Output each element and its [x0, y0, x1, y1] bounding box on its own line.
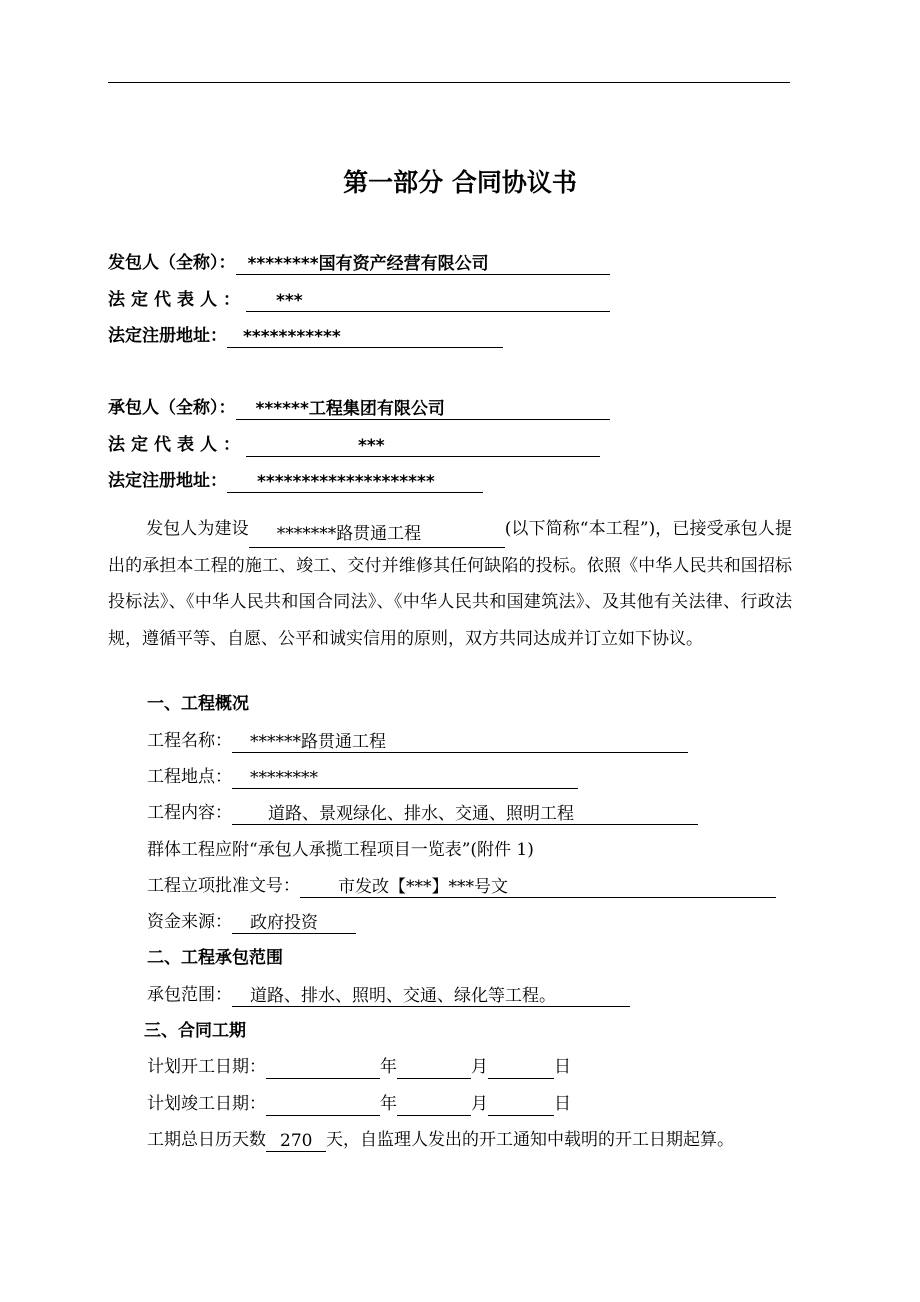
finish-month-unit: 月 [471, 1094, 488, 1114]
employer-addr-field[interactable]: *********** [227, 326, 503, 348]
approval-number-field[interactable]: 市发改【***】***号文 [300, 876, 776, 898]
employer-rep-label: 法定代表人： [108, 290, 246, 310]
finish-month-field[interactable] [397, 1094, 471, 1116]
finish-day-unit: 日 [554, 1094, 571, 1114]
intro-prefix: 发包人为建设 [146, 519, 249, 539]
section3-heading: 三、合同工期 [144, 1021, 246, 1041]
duration-row [147, 1128, 734, 1152]
approval-number-label: 工程立项批准文号： [147, 876, 300, 896]
contractor-name-row [108, 396, 610, 420]
project-content-row [147, 801, 698, 825]
section2-heading: 二、工程承包范围 [147, 948, 283, 968]
employer-addr-label: 法定注册地址： [108, 326, 227, 346]
finish-year-unit: 年 [380, 1094, 397, 1114]
project-location-row [147, 765, 578, 789]
group-project-note: 群体工程应附“承包人承揽工程项目一览表”(附件 1) [147, 840, 534, 860]
approval-number-row [147, 874, 776, 898]
project-content-label: 工程内容： [147, 803, 232, 823]
fund-source-field[interactable]: 政府投资 [232, 912, 356, 934]
finish-year-field[interactable] [266, 1094, 380, 1116]
contractor-name-label: 承包人（全称）： [108, 398, 236, 418]
fund-source-row [147, 910, 356, 934]
employer-name-label: 发包人（全称）： [108, 253, 236, 273]
project-name-field[interactable]: ******路贯通工程 [232, 731, 688, 753]
finish-date-label: 计划竣工日期： [147, 1094, 266, 1114]
employer-addr-row [108, 324, 503, 348]
start-date-row [147, 1055, 571, 1079]
fund-source-label: 资金来源： [147, 912, 232, 932]
contractor-addr-label: 法定注册地址： [108, 471, 227, 491]
scope-field[interactable]: 道路、排水、照明、交通、绿化等工程。 [232, 985, 630, 1007]
employer-name-field[interactable]: ********国有资产经营有限公司 [236, 253, 610, 275]
section1-heading: 一、工程概况 [147, 694, 249, 714]
contractor-rep-label: 法定代表人： [108, 435, 246, 455]
employer-rep-row [108, 288, 610, 312]
contractor-rep-row [108, 433, 600, 457]
intro-paragraph [108, 511, 792, 657]
scope-label: 承包范围： [147, 985, 232, 1005]
start-day-unit: 日 [554, 1057, 571, 1077]
project-location-field[interactable]: ******** [232, 767, 578, 789]
employer-rep-field[interactable]: *** [246, 290, 610, 312]
finish-day-field[interactable] [488, 1094, 554, 1116]
start-month-field[interactable] [397, 1057, 471, 1079]
contractor-rep-field[interactable]: *** [246, 435, 600, 457]
header-rule [108, 82, 790, 83]
duration-field[interactable]: 270 [266, 1130, 326, 1152]
project-content-field[interactable]: 道路、景观绿化、排水、交通、照明工程 [232, 803, 698, 825]
contractor-name-field[interactable]: ******工程集团有限公司 [236, 398, 610, 420]
finish-date-row [147, 1092, 571, 1116]
employer-name-row [108, 251, 610, 275]
start-year-field[interactable] [266, 1057, 380, 1079]
project-location-label: 工程地点： [147, 767, 232, 787]
start-year-unit: 年 [380, 1057, 397, 1077]
contractor-addr-field[interactable]: ******************** [227, 471, 483, 493]
duration-suffix: 天，自监理人发出的开工通知中载明的开工日期起算。 [326, 1130, 734, 1150]
duration-prefix: 工期总日历天数 [147, 1130, 266, 1150]
start-day-field[interactable] [488, 1057, 554, 1079]
intro-project-field[interactable]: *******路贯通工程 [249, 523, 505, 548]
page-title: 第一部分 合同协议书 [343, 168, 577, 197]
project-name-row [147, 729, 688, 753]
intro-suffix: (以下简称“本工程”)，已接受承包人提出的承担本工程的施工、竣工、交付并维修其任何缺陷的投标。依照《中华人民共和国招标投标法》、《中华人民共和国合同法》、《中华人民共和国建筑法》、及其他有关法律、行政法规，遵循平等、自愿、公平和诚实信用的原则，双方共同达成并订立如下协议。 [108, 519, 792, 649]
scope-row [147, 983, 630, 1007]
start-month-unit: 月 [471, 1057, 488, 1077]
project-name-label: 工程名称： [147, 731, 232, 751]
start-date-label: 计划开工日期： [147, 1057, 266, 1077]
contractor-addr-row [108, 469, 483, 493]
